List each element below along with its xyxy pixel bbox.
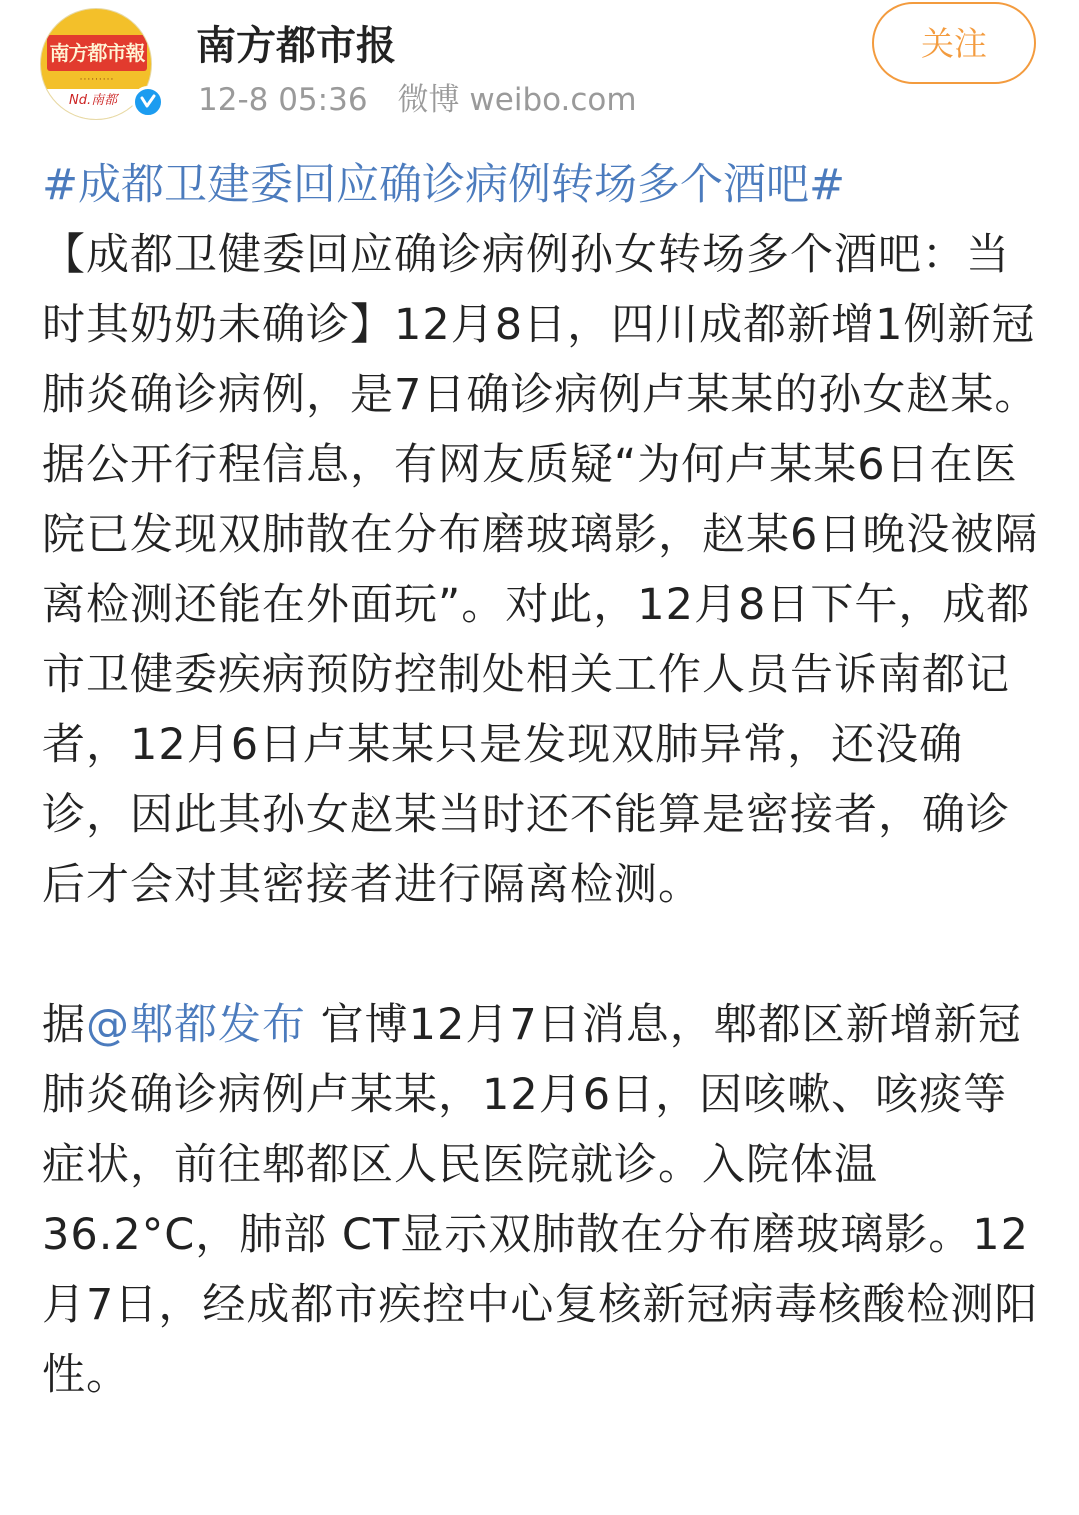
post-header: [0, 0, 1079, 130]
post-paragraph-2: [42, 990, 1042, 1410]
avatar-bottom-text: Nd.南都: [41, 89, 152, 120]
verified-badge-icon: [132, 86, 164, 118]
user-name[interactable]: 南方都市报: [196, 23, 396, 69]
avatar-logo-subtitle: ·········: [79, 75, 115, 85]
post-source: 微博 weibo.com: [397, 82, 637, 118]
avatar[interactable]: [36, 8, 160, 116]
post-meta: [198, 74, 667, 119]
post-paragraph: 【成都卫健委回应确诊病例孙女转场多个酒吧：当时其奶奶未确诊】12月8日，四川成都新增1例新冠肺炎确诊病例，是7日确诊病例卢某某的孙女赵某。据公开行程信息，有网友质疑“为何卢某某6日在医院已发现双肺散在分布磨玻璃影，赵某6日晚没被隔离检测还能在外面玩”。对此，12月8日下午，成都市卫健委疾病预防控制处相关工作人员告诉南都记者，12月6日卢某某只是发现双肺异常，还没确诊，因此其孙女赵某当时还不能算是密接者，确诊后才会对其密接者进行隔离检测。: [42, 230, 1039, 910]
post-time: 12-8 05:36: [198, 82, 368, 118]
avatar-logo: 南方都市報: [47, 35, 147, 71]
paragraph-prefix: 据: [42, 1000, 86, 1050]
paragraph-text: 官博12月7日消息，郫都区新增新冠肺炎确诊病例卢某某，12月6日，因咳嗽、咳痰等症状，前往郫都区人民医院就诊。入院体温 36.2°C，肺部 CT显示双肺散在分布磨玻璃影。12月7日，经成都市疾控中心复核新冠病毒核酸检测阳性。: [42, 1000, 1039, 1400]
post-content: [42, 150, 1042, 1410]
mention-link[interactable]: @郫都发布: [86, 1000, 306, 1050]
follow-button[interactable]: 关注: [872, 2, 1036, 84]
topic-hashtag-link[interactable]: #成都卫建委回应确诊病例转场多个酒吧#: [42, 160, 846, 210]
